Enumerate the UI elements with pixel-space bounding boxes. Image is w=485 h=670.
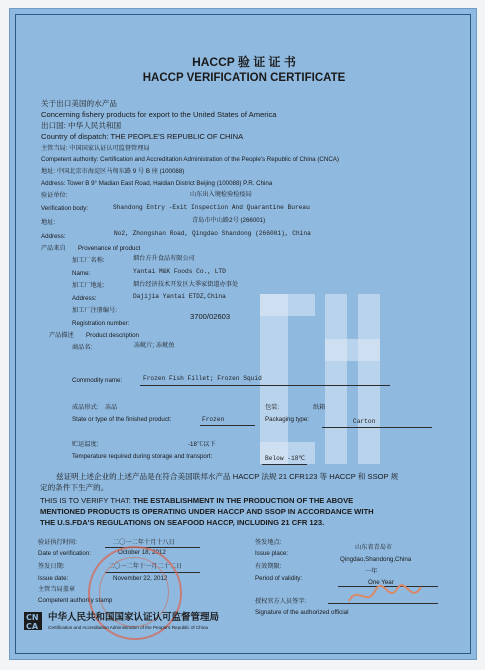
- org-name-en: Certification and Accreditation Administration of the People's Republic of China: [48, 625, 208, 630]
- commodity-label: Commodity name:: [72, 377, 123, 384]
- factory-addr-label-en: Address:: [72, 295, 97, 302]
- verif-date-label-cn: 验证执行时间:: [38, 539, 77, 546]
- reg-label-en: Registration number:: [72, 320, 130, 327]
- storage-value-cn: -18℃以下: [188, 441, 216, 448]
- title-cn: HACCP 验 证 证 书: [192, 55, 296, 69]
- vb-address-label-en: Address:: [41, 233, 66, 240]
- factory-addr-label-cn: 加工厂地址:: [72, 282, 105, 289]
- storage-value-en: Below -18℃: [265, 455, 306, 462]
- issue-place-value-en: Qingdao,Shandong,China: [340, 556, 412, 563]
- verification-body-label-cn: 验证单位:: [41, 192, 68, 199]
- factory-addr-value-en: Dajijia Yantai ETDZ,China: [133, 293, 226, 300]
- issue-date-stamp: November 22, 2012: [113, 575, 168, 582]
- provenance-label-en: Provenance of product: [78, 245, 141, 252]
- validity-value-cn: 一年: [365, 568, 378, 575]
- description-label-cn: 产品描述: [49, 332, 74, 339]
- name-label-cn: 商品名:: [72, 344, 93, 351]
- signature-scribble: [345, 581, 425, 609]
- storage-label-en: Temperature required during storage and transport:: [72, 453, 213, 460]
- issue-date-label-cn: 签发日期:: [38, 563, 65, 570]
- verification-body-value-en: Shandong Entry -Exit Inspection And Quarantine Bureau: [113, 204, 310, 211]
- factory-name-label-cn: 加工厂名称:: [72, 257, 105, 264]
- description-label-en: Product description: [86, 332, 139, 339]
- factory-name-value-en: Yantai M&K Foods Co., LTD: [133, 268, 226, 275]
- form-underline: [200, 425, 255, 426]
- product-type-cn: 关于出口美国的水产品: [41, 99, 117, 108]
- pack-value-en: Carton: [353, 418, 376, 425]
- issue-date-label-en: Issue date:: [38, 575, 69, 582]
- cnca-logo-icon: CN CA: [24, 612, 42, 630]
- cnca-watermark: [260, 294, 380, 464]
- factory-name-value-cn: 烟台方升食品有限公司: [133, 255, 195, 262]
- pack-label-cn: 包装:: [265, 404, 280, 411]
- commodity-value: Frozen Fish Fillet; Frozen Squid: [143, 375, 262, 382]
- org-name-cn: 中华人民共和国国家认证认可监督管理局: [48, 612, 220, 623]
- verif-date-stamp: October 18, 2012: [118, 549, 166, 556]
- signer-label-en: Signature of the authorized official: [255, 609, 349, 616]
- verif-date-label-en: Date of verification:: [38, 550, 91, 557]
- verification-body-value-cn: 山东出入境检验检疫局: [190, 191, 252, 198]
- pack-value-cn: 纸箱: [313, 404, 326, 411]
- vb-address-label-cn: 地址:: [41, 219, 56, 226]
- vb-address-cn: 青岛市中山路2号 (266001): [192, 217, 266, 224]
- form-value-en: Frozen: [202, 416, 225, 423]
- pack-underline: [322, 427, 432, 428]
- title-en: HACCP VERIFICATION CERTIFICATE: [142, 72, 346, 84]
- statement-cn-1: 兹证明上述企业的上述产品是在符合美国联邦水产品 HACCP 法规 21 CFR123 等 HACCP 和 SSOP 规: [56, 472, 399, 481]
- form-label-cn: 成品形式:: [72, 404, 99, 411]
- validity-value-en: One Year: [368, 579, 394, 586]
- certificate: [9, 8, 477, 660]
- dispatch-en: Country of dispatch: THE PEOPLE'S REPUBLIC OF CHINA: [41, 132, 244, 141]
- reg-label-cn: 加工厂注册编号:: [72, 307, 118, 314]
- authority-en: Competent authority: Certification and Accreditation Administration of the People's Republic of China (CNCA): [41, 156, 339, 163]
- vb-address-en: No2, Zhongshan Road, Qingdao Shandong (266001), China: [114, 230, 311, 237]
- stamp-label-en: Competent authority stamp: [38, 597, 113, 604]
- form-value-cn: 冻品: [105, 404, 118, 411]
- factory-name-label-en: Name:: [72, 270, 91, 277]
- issue-place-label-en: Issue place:: [255, 550, 289, 557]
- reg-value: 3700/02603: [190, 312, 231, 321]
- statement-cn-2: 定的条件下生产的。: [40, 483, 109, 492]
- dispatch-cn: 出口国: 中华人民共和国: [41, 121, 122, 130]
- pack-label-en: Packaging type:: [265, 416, 310, 423]
- statement-en-1: THIS IS TO VERIFY THAT: THE ESTABLISHMENT IN THE PRODUCTION OF THE ABOVE: [40, 496, 354, 505]
- issue-place-label-cn: 签发地点:: [255, 539, 282, 546]
- commodity-underline: [140, 385, 390, 386]
- authority-cn: 主管当局: 中国国家认证认可监督管理局: [41, 145, 150, 152]
- product-type-en: Concerning fishery products for export to the United States of America: [41, 110, 277, 119]
- statement-en-3: THE U.S.FDA'S REGULATIONS ON SEAFOOD HACCP, INCLUDING 21 CFR 123.: [40, 518, 325, 527]
- statement-en-2: MENTIONED PRODUCTS IS OPERATING UNDER HACCP AND SSOP IN ACCORDANCE WITH: [40, 507, 374, 516]
- name-value-cn: 冻鱿片; 冻鱿鱼: [134, 342, 175, 349]
- address-cn: 地址: 中国北京市海淀区马甸东路 9 号 B 座 (100088): [41, 168, 185, 175]
- factory-addr-value-cn: 烟台经济技术开发区大季家街道办事处: [133, 281, 239, 288]
- validity-label-en: Period of validity:: [255, 575, 303, 582]
- stamp-label-cn: 主管当局盖章: [38, 586, 76, 593]
- issue-place-value-cn: 山东省青岛市: [355, 544, 393, 551]
- issue-date-value: 二〇一二年十一月二十二日: [108, 563, 183, 570]
- storage-label-cn: 贮运温度:: [72, 441, 99, 448]
- verification-body-label-en: Verification body:: [41, 205, 89, 212]
- validity-label-cn: 有效期限:: [255, 563, 282, 570]
- form-label-en: State or type of the finished product:: [72, 416, 172, 423]
- address-en: Address: Tower B 9° Madian East Road, Haidian District Beijing (100088) P.R. China: [41, 180, 273, 187]
- verif-date-value: 二〇一二年十月十八日: [113, 539, 175, 546]
- storage-underline: [262, 464, 307, 465]
- signer-label-cn: 授权官方人员签字:: [255, 598, 307, 605]
- provenance-label-cn: 产品来自: [41, 245, 66, 252]
